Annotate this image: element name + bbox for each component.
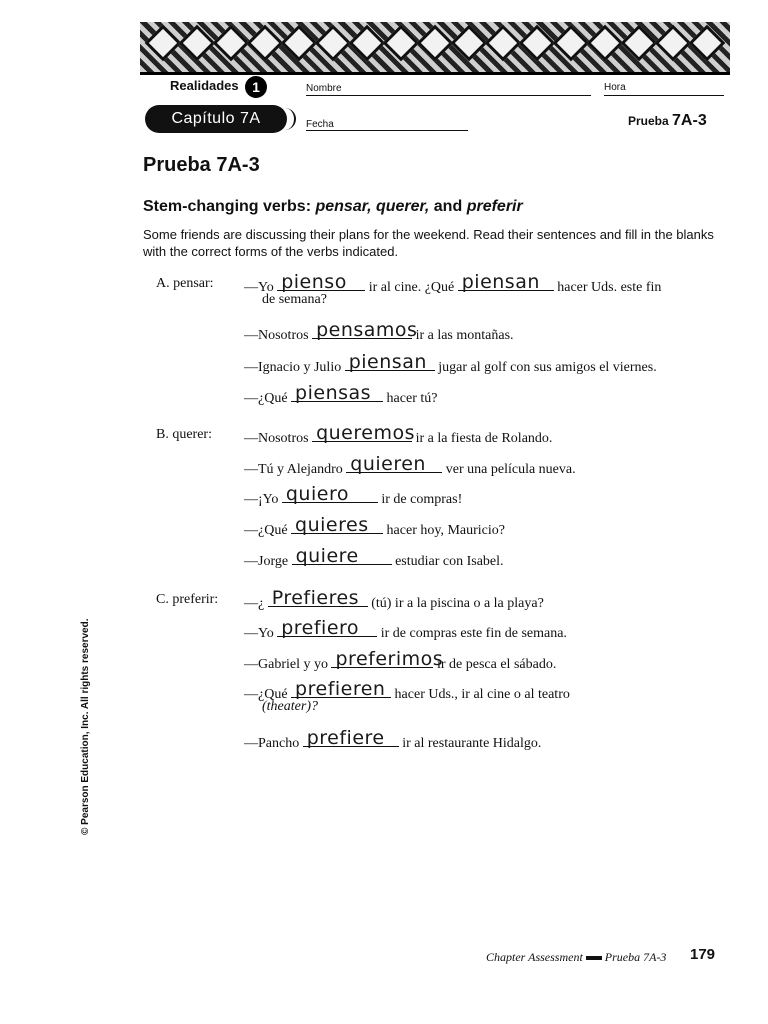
subtitle-verb-preferir: preferir — [466, 198, 523, 215]
handwritten-answer: piensan — [461, 271, 540, 293]
answer-blank[interactable] — [346, 453, 442, 475]
prueba-prefix: Prueba — [628, 114, 669, 128]
b-sentence-3: —¡Yo quiero ir de compras! — [244, 483, 463, 507]
answer-blank[interactable] — [458, 271, 554, 293]
section-b-label: B. querer: — [156, 427, 212, 442]
chapter-label: Capítulo 7A — [145, 105, 287, 133]
b-sentence-4: —¿Qué quieres hacer hoy, Mauricio? — [244, 514, 505, 538]
hora-label: Hora — [604, 82, 626, 93]
answer-blank[interactable] — [303, 727, 399, 749]
subtitle-verb-querer: querer, — [375, 198, 430, 215]
section-c-label: C. preferir: — [156, 592, 219, 607]
c-sentence-2: —Yo prefiero ir de compras este fin de semana. — [244, 617, 567, 641]
a-sentence-3: —Ignacio y Julio piensan jugar al golf con sus amigos el viernes. — [244, 351, 657, 375]
b-sentence-1: —Nosotros queremos ir a la fiesta de Rolando. — [244, 422, 553, 446]
answer-blank[interactable] — [291, 382, 383, 404]
level-badge: 1 — [245, 76, 267, 98]
page-title: Prueba 7A-3 — [143, 154, 260, 176]
chapter-tab-edge — [278, 108, 296, 130]
handwritten-answer: queremos — [316, 422, 415, 444]
b-sentence-2: —Tú y Alejandro quieren ver una película nueva. — [244, 453, 576, 477]
hora-line[interactable] — [604, 95, 724, 96]
answer-blank[interactable] — [312, 422, 415, 444]
handwritten-answer: quieres — [295, 514, 369, 536]
copyright-notice: © Pearson Education, Inc. All rights reserved. — [80, 618, 91, 835]
answer-blank[interactable] — [292, 545, 392, 567]
a-sentence-2: —Nosotros pensamos ir a las montañas. — [244, 319, 514, 343]
handwritten-answer: pienso — [281, 271, 347, 293]
b-sentence-5: —Jorge quiere estudiar con Isabel. — [244, 545, 504, 569]
nombre-line[interactable] — [306, 95, 591, 96]
c-sentence-4: —¿Qué prefieren hacer Uds., ir al cine o al teatro — [244, 678, 570, 702]
prueba-number: 7A-3 — [672, 112, 707, 129]
answer-blank[interactable] — [277, 617, 377, 639]
answer-blank[interactable] — [312, 319, 418, 341]
instructions: Some friends are discussing their plans for the weekend. Read their sentences and fill in the blanks with the correct forms of the verbs indicated. — [143, 227, 714, 259]
subtitle-conj: and — [433, 198, 463, 215]
handwritten-answer: prefieren — [295, 678, 386, 700]
answer-blank[interactable] — [268, 587, 368, 609]
footer-prueba: Prueba 7A-3 — [604, 950, 667, 964]
nombre-label: Nombre — [306, 83, 342, 94]
fecha-line[interactable] — [306, 130, 468, 131]
prueba-header — [628, 112, 707, 130]
handwritten-answer: quiere — [295, 545, 359, 567]
page-number: 179 — [690, 946, 716, 963]
handwritten-answer: prefiero — [281, 617, 360, 639]
answer-blank[interactable] — [331, 648, 444, 670]
section-a-label: A. pensar: — [156, 276, 214, 291]
fecha-label: Fecha — [306, 119, 334, 130]
handwritten-answer: preferimos — [335, 648, 444, 670]
handwritten-answer: quiero — [285, 483, 349, 505]
answer-blank[interactable] — [282, 483, 378, 505]
section-subtitle — [143, 198, 523, 216]
c-sentence-1: —¿ Prefieres (tú) ir a la piscina o a la playa? — [244, 587, 544, 611]
handwritten-answer: Prefieres — [271, 587, 360, 609]
answer-blank[interactable] — [277, 271, 365, 293]
series-name: Realidades — [170, 78, 239, 93]
answer-blank[interactable] — [291, 514, 383, 536]
a-sentence-4: —¿Qué piensas hacer tú? — [244, 382, 438, 406]
handwritten-answer: piensan — [348, 351, 427, 373]
footer-bar-icon — [586, 956, 602, 960]
answer-blank[interactable] — [291, 678, 391, 700]
a-sentence-1-cont: de semana? — [262, 292, 327, 307]
subtitle-prefix: Stem-changing verbs: — [143, 198, 312, 215]
c-sentence-4-cont: (theater)? — [262, 699, 318, 714]
handwritten-answer: pensamos — [316, 319, 418, 341]
footer-text — [486, 950, 666, 965]
c-sentence-3: —Gabriel y yo preferimos ir de pesca el sábado. — [244, 648, 557, 672]
footer-chapter-assessment: Chapter Assessment — [486, 950, 583, 964]
a-sentence-1: —Yo pienso ir al cine. ¿Qué piensan hacer Uds. este fin — [244, 271, 662, 295]
header-diamond-pattern — [150, 30, 720, 64]
handwritten-answer: quieren — [350, 453, 426, 475]
c-sentence-5: —Pancho prefiere ir al restaurante Hidalgo. — [244, 727, 542, 751]
subtitle-verb-pensar: pensar, — [315, 198, 372, 215]
handwritten-answer: prefiere — [306, 727, 385, 749]
answer-blank[interactable] — [345, 351, 435, 373]
handwritten-answer: piensas — [295, 382, 372, 404]
